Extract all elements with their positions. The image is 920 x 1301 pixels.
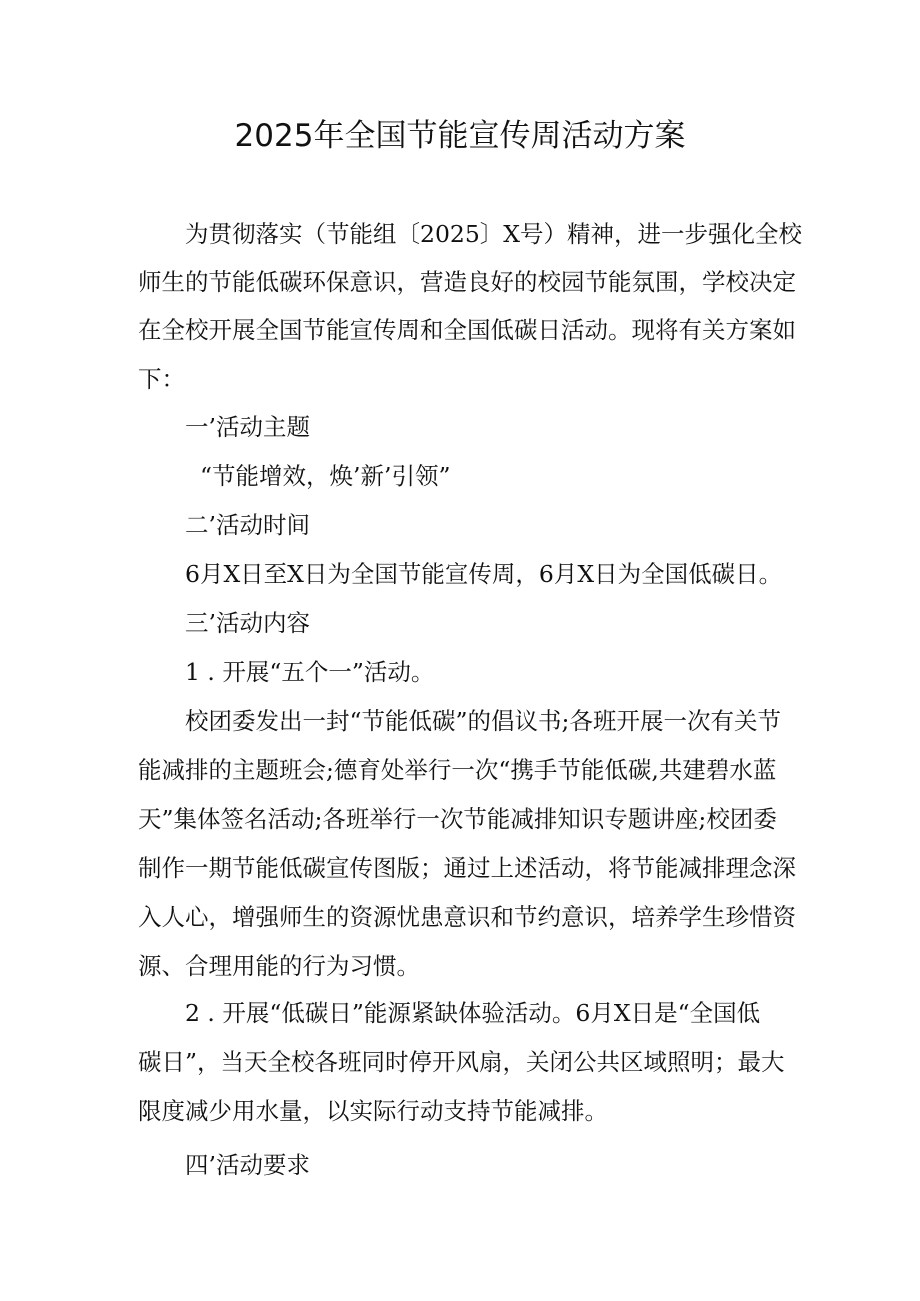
intro-paragraph-line-4: 下： xyxy=(138,365,185,393)
content-item-2-line-1: 2 . 开展“低碳日”能源紧缺体验活动。6月X日是“全国低 xyxy=(185,999,761,1027)
content-item-1-line-5: 入人心，增强师生的资源忧患意识和节约意识，培养学生珍惜资 xyxy=(138,903,796,931)
document-title: 2025年全国节能宣传周活动方案 xyxy=(234,118,686,154)
content-item-1-heading: 1 . 开展“五个一”活动。 xyxy=(185,658,435,686)
content-item-1-line-4: 制作一期节能低碳宣传图版；通过上述活动，将节能减排理念深 xyxy=(138,854,796,882)
content-item-2-line-2: 碳日”，当天全校各班同时停开风扇，关闭公共区域照明；最大 xyxy=(138,1048,785,1076)
section-heading-time: 二’活动时间 xyxy=(185,511,310,539)
section-heading-content: 三’活动内容 xyxy=(185,609,310,637)
section-heading-theme: 一’活动主题 xyxy=(185,413,310,441)
content-item-1-line-3: 天”集体签名活动;各班举行一次节能减排知识专题讲座;校团委 xyxy=(138,805,777,833)
content-item-1-line-6: 源、合理用能的行为习惯。 xyxy=(138,952,420,980)
content-item-2-line-3: 限度减少用水量，以实际行动支持节能减排。 xyxy=(138,1097,608,1125)
intro-paragraph-line-3: 在全校开展全国节能宣传周和全国低碳日活动。现将有关方案如 xyxy=(138,316,796,344)
intro-paragraph-line-2: 师生的节能低碳环保意识，营造良好的校园节能氛围，学校决定 xyxy=(138,268,796,296)
content-item-1-line-2: 能减排的主题班会;德育处举行一次“携手节能低碳,共建碧水蓝 xyxy=(138,756,777,784)
theme-slogan: “节能增效，焕’新’引领” xyxy=(200,462,451,490)
content-item-1-line-1: 校团委发出一封“节能低碳”的倡议书;各班开展一次有关节 xyxy=(185,707,781,735)
intro-paragraph-line-1: 为贯彻落实（节能组〔2025〕X号）精神，进一步强化全校 xyxy=(185,220,803,248)
section-heading-requirements: 四’活动要求 xyxy=(185,1151,310,1179)
time-paragraph: 6月X日至X日为全国节能宣传周，6月X日为全国低碳日。 xyxy=(185,560,783,588)
